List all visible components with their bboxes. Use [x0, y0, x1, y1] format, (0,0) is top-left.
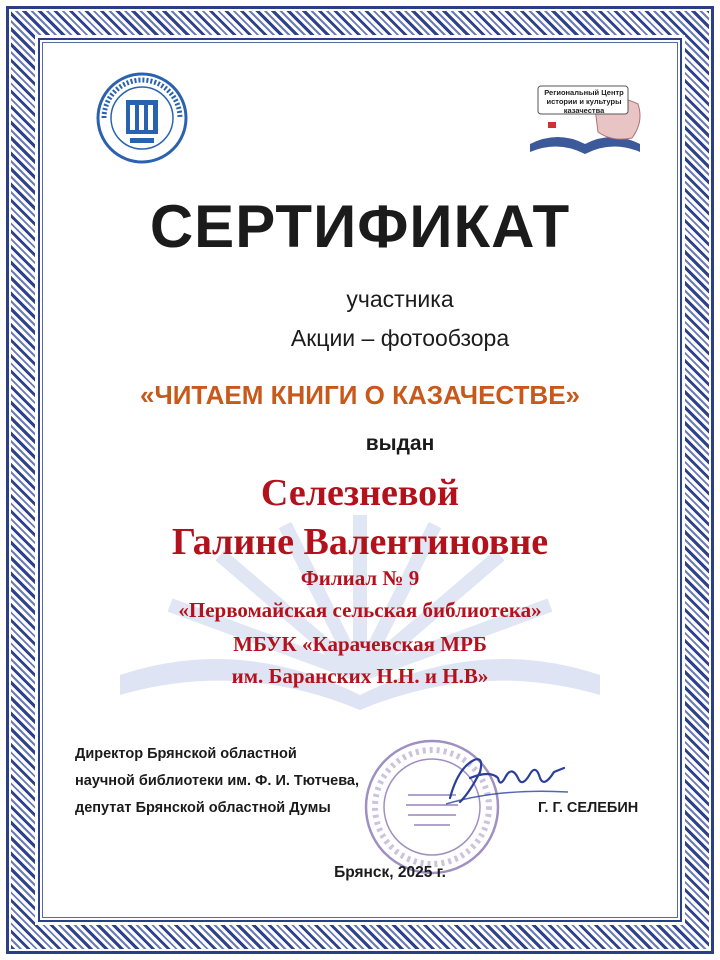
- branch-line-4: им. Баранских Н.Н. и Н.В»: [231, 664, 489, 688]
- recipient-given-names: Галине Валентиновне: [171, 521, 549, 563]
- place-and-year: Брянск, 2025 г.: [334, 864, 446, 881]
- certificate-title: СЕРТИФИКАТ: [149, 193, 571, 260]
- branch-line-1: Филиал № 9: [300, 566, 420, 590]
- branch-line-2: «Первомайская сельская библиотека»: [178, 598, 542, 622]
- issued-label: выдан: [365, 432, 435, 455]
- director-signature: [440, 748, 570, 808]
- signatory-position-line-2: научной библиотеки им. Ф. И. Тютчева,: [75, 773, 360, 789]
- recipient-surname: Селезневой: [260, 472, 460, 514]
- action-name: «ЧИТАЕМ КНИГИ О КАЗАЧЕСТВЕ»: [139, 380, 581, 410]
- subtitle-action: Акции – фотообзора: [290, 325, 510, 351]
- regional-center-logo-text: Региональный Центр истории и культуры казачества: [544, 88, 624, 115]
- branch-line-3: МБУК «Карачевская МРБ: [233, 632, 487, 656]
- signatory-position-line-1: Директор Брянской областной: [75, 746, 297, 762]
- library-logo-icon: [96, 72, 188, 164]
- subtitle-participant: участника: [346, 286, 454, 312]
- director-name: Г. Г. СЕЛЕБИН: [538, 800, 639, 816]
- signatory-position-line-3: депутат Брянской областной Думы: [75, 800, 331, 816]
